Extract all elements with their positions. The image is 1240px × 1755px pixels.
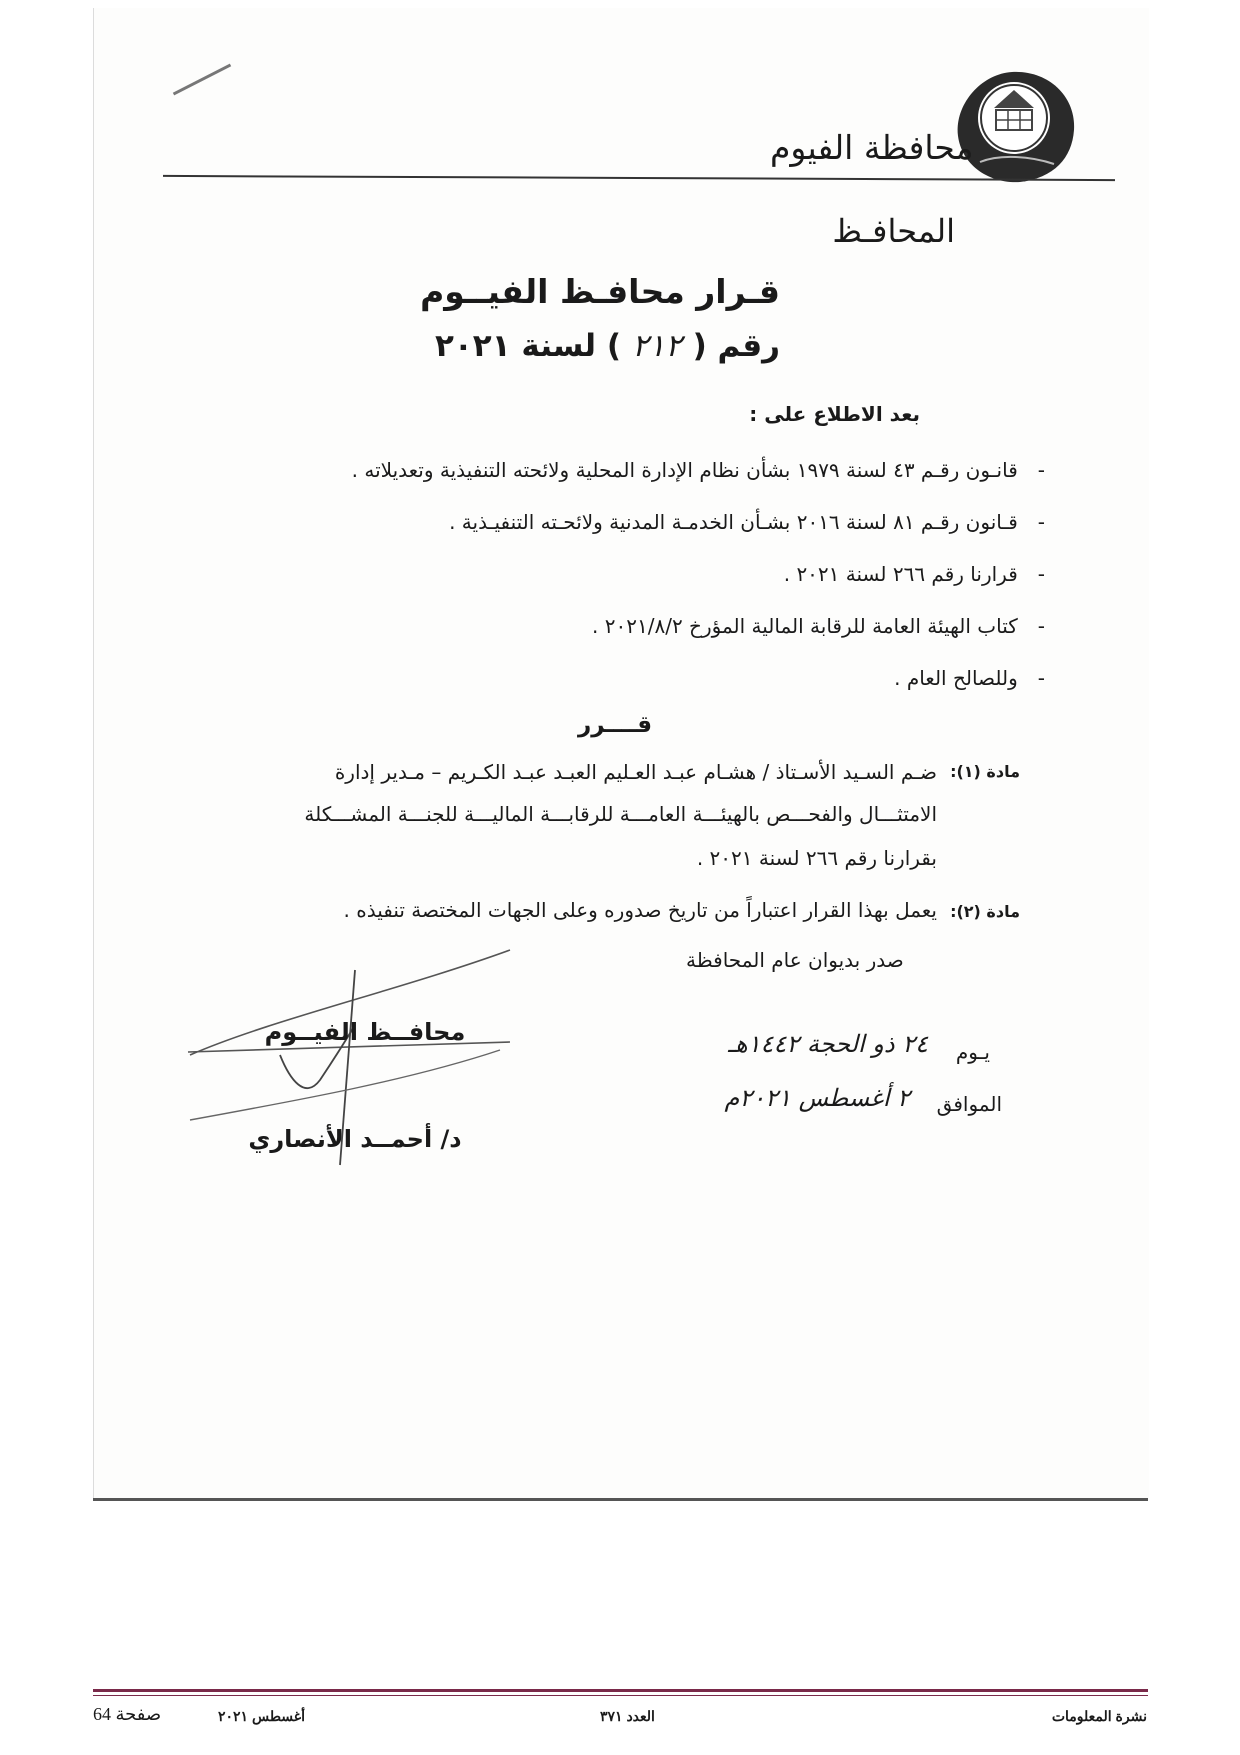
article-1-label: مادة (١):	[950, 762, 1020, 781]
hijri-date-value: ٢٤ ذو الحجة ١٤٤٢هـ	[727, 1030, 928, 1058]
footer-date: أغسطس ٢٠٢١	[218, 1708, 306, 1724]
signer-title: محافــظ الفيــوم	[264, 1018, 466, 1046]
recital-text: وللصالح العام .	[894, 666, 1018, 690]
recital-3	[784, 562, 1045, 586]
scanned-page	[93, 8, 1149, 1500]
recital-text: قـانون رقـم ٨١ لسنة ٢٠١٦ بشـأن الخدمـة المدنية ولائحـته التنفيـذية .	[449, 510, 1018, 534]
decree-number	[434, 328, 780, 364]
recital-5	[894, 666, 1045, 690]
gregorian-date-value: ٢ أغسطس ٢٠٢١م	[724, 1084, 910, 1112]
footer-page-number: صفحة 64	[93, 1704, 162, 1724]
decree-number-prefix: رقم (	[692, 328, 780, 364]
hijri-date-label: يـوم	[955, 1040, 990, 1064]
recital-2	[449, 510, 1045, 534]
decree-number-suffix: ) لسنة ٢٠٢١	[434, 328, 622, 364]
bullet-dash: -	[1037, 458, 1045, 482]
bullet-dash: -	[1037, 562, 1045, 586]
recital-text: قانـون رقـم ٤٣ لسنة ١٩٧٩ بشأن نظام الإدارة المحلية ولائحته التنفيذية وتعديلاته .	[351, 458, 1018, 482]
article-2-line-1: يعمل بهذا القرار اعتباراً من تاريخ صدوره وعلى الجهات المختصة تنفيذه .	[343, 898, 937, 922]
official-role: المحافـظ	[832, 212, 955, 250]
footer-issue: العدد ٣٧١	[600, 1708, 655, 1724]
scan-edge	[93, 1498, 1148, 1501]
decree-number-value: ٢١٢	[631, 328, 682, 364]
bullet-dash: -	[1037, 510, 1045, 534]
article-2-label: مادة (٢):	[950, 902, 1020, 921]
article-1-line-3: بقرارنا رقم ٢٦٦ لسنة ٢٠٢١ .	[696, 846, 937, 870]
recital-text: كتاب الهيئة العامة للرقابة المالية المؤرخ ٢٠٢١/٨/٢ .	[592, 614, 1018, 638]
recital-1	[352, 458, 1045, 482]
issued-at: صدر بديوان عام المحافظة	[686, 948, 904, 972]
article-1-line-2: الامتثـــال والفحـــص بالهيئـــة العامـــة للرقابـــة الماليـــة للجنـــة المشـــكلة	[304, 802, 937, 826]
governorate-seal-icon	[950, 66, 1080, 186]
footer-publication: نشرة المعلومات	[1051, 1708, 1147, 1724]
gregorian-date-label: الموافق	[936, 1092, 1002, 1116]
decided-heading: قــــرر	[577, 712, 653, 738]
article-1-line-1: ضـم السـيد الأسـتاذ / هشـام عبـد العـليم العبـد عبـد الكـريم – مـدير إدارة	[334, 760, 937, 784]
bullet-dash: -	[1037, 614, 1045, 638]
footer-rule-thin	[93, 1695, 1148, 1696]
signer-name: د/ أحمــد الأنصاري	[248, 1125, 462, 1153]
preamble: بعد الاطلاع على :	[749, 402, 920, 426]
bullet-dash: -	[1037, 666, 1045, 690]
decree-title: قـرار محافـظ الفيــوم	[420, 272, 780, 311]
recital-text: قرارنا رقم ٢٦٦ لسنة ٢٠٢١ .	[783, 562, 1018, 586]
recital-4	[592, 614, 1045, 638]
agency-name: محافظة الفيوم	[770, 128, 974, 167]
footer-rule	[93, 1689, 1148, 1692]
